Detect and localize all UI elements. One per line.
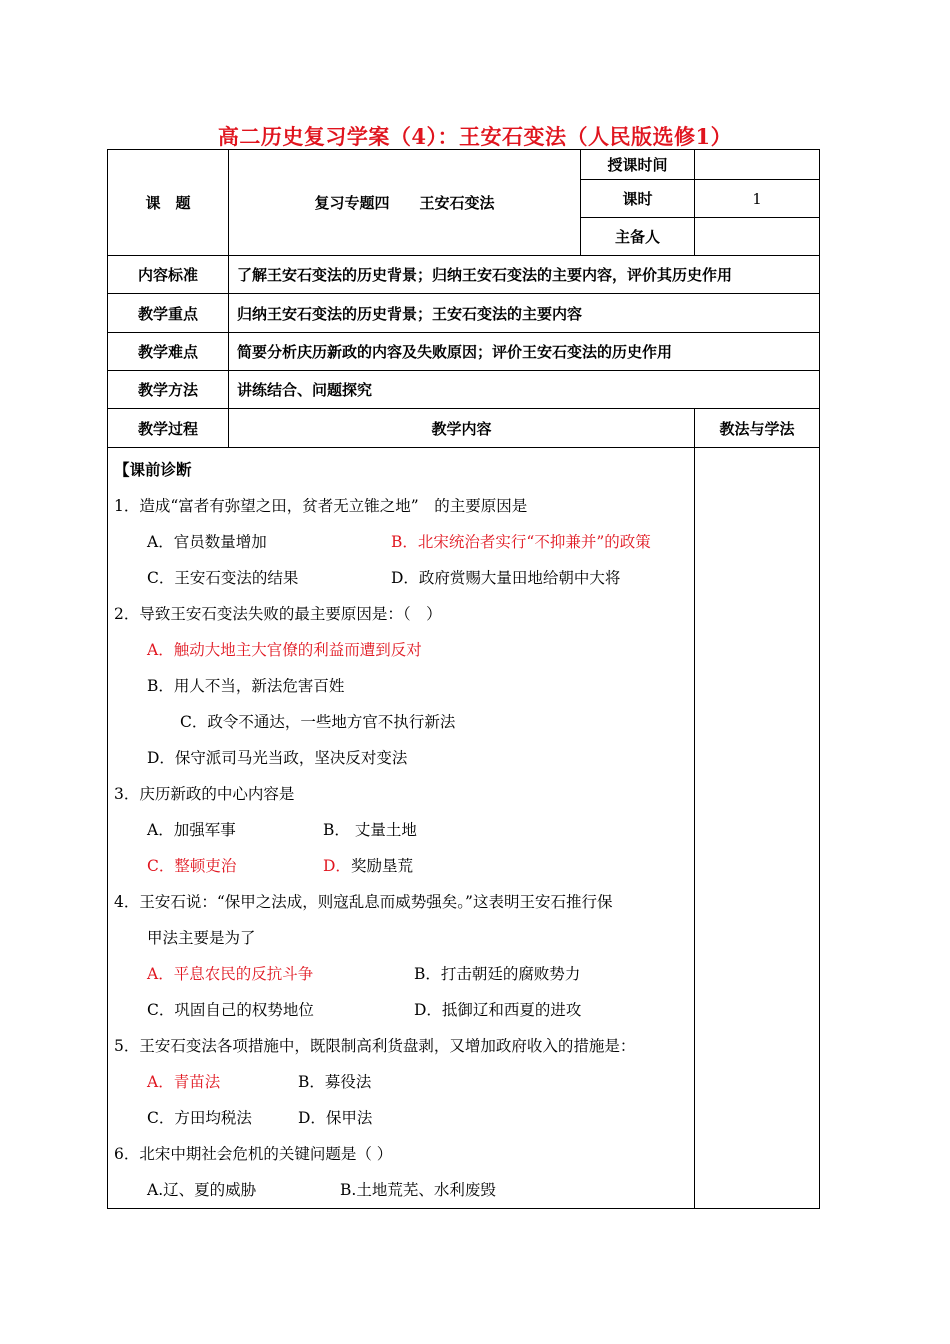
q4-option-b: B．打击朝廷的腐败势力 bbox=[414, 965, 581, 983]
q3-option-c: C．整顿吏治 bbox=[147, 857, 237, 875]
topic-label: 课 题 bbox=[108, 150, 229, 256]
q1-options-cd bbox=[114, 560, 688, 596]
q6-option-b: B.土地荒芜、水利废毁 bbox=[340, 1181, 496, 1199]
content-label: 教学内容 bbox=[229, 409, 695, 448]
difficulty-value: 简要分析庆历新政的内容及失败原因；评价王安石变法的历史作用 bbox=[229, 333, 820, 371]
q5-option-a: A．青苗法 bbox=[147, 1073, 221, 1091]
q3-stem: 3．庆历新政的中心内容是 bbox=[114, 785, 295, 803]
standard-label: 内容标准 bbox=[108, 256, 229, 294]
q4-stem-line2: 甲法主要是为了 bbox=[147, 929, 256, 947]
q3-options-ab bbox=[114, 812, 688, 848]
q6-option-a: A.辽、夏的威胁 bbox=[147, 1181, 257, 1199]
q1-stem: 1．造成“富者有弥望之田，贫者无立锥之地” 的主要原因是 bbox=[114, 497, 528, 515]
q2-stem: 2．导致王安石变法失败的最主要原因是：（ ） bbox=[114, 605, 442, 623]
q3-option-d-letter: D． bbox=[323, 857, 351, 875]
preparer-value bbox=[695, 218, 820, 256]
q1-option-d: D．政府赏赐大量田地给朝中大将 bbox=[391, 569, 621, 587]
q3-option-b: B． 丈量土地 bbox=[323, 821, 417, 839]
process-label: 教学过程 bbox=[108, 409, 229, 448]
q1-option-a: A．官员数量增加 bbox=[147, 533, 267, 551]
q5-option-d: D．保甲法 bbox=[298, 1109, 373, 1127]
q6-options-ab bbox=[114, 1172, 688, 1208]
methods-col-label: 教法与学法 bbox=[695, 409, 820, 448]
difficulty-label: 教学难点 bbox=[108, 333, 229, 371]
period-label: 课时 bbox=[581, 180, 695, 218]
q2-option-b: B．用人不当，新法危害百姓 bbox=[147, 677, 345, 695]
q5-option-b: B．募役法 bbox=[298, 1073, 372, 1091]
section-title: 【课前诊断 bbox=[114, 461, 192, 479]
q4-stem-line1: 4．王安石说：“保甲之法成，则寇乱息而威势强矣。”这表明王安石推行保 bbox=[114, 893, 613, 911]
questions-cell bbox=[108, 448, 695, 1209]
q5-option-c: C．方田均税法 bbox=[147, 1109, 252, 1127]
method-label: 教学方法 bbox=[108, 371, 229, 409]
q2-option-c: C．政令不通达，一些地方官不执行新法 bbox=[180, 713, 456, 731]
document-title: 高二历史复习学案（4）：王安石变法（人民版选修1） bbox=[217, 124, 733, 149]
q3-option-a: A．加强军事 bbox=[147, 821, 236, 839]
q5-stem: 5．王安石变法各项措施中，既限制高利货盘剥，又增加政府收入的措施是： bbox=[114, 1037, 636, 1055]
q5-options-ab bbox=[114, 1064, 688, 1100]
q5-options-cd bbox=[114, 1100, 688, 1136]
period-value: 1 bbox=[695, 180, 820, 218]
q4-options-ab bbox=[114, 956, 688, 992]
topic-value: 复习专题四 王安石变法 bbox=[229, 150, 581, 256]
preparer-label: 主备人 bbox=[581, 218, 695, 256]
q1-option-c: C．王安石变法的结果 bbox=[147, 569, 299, 587]
q4-options-cd bbox=[114, 992, 688, 1028]
q4-option-a: A．平息农民的反抗斗争 bbox=[147, 965, 314, 983]
q4-option-d: D．抵御辽和西夏的进攻 bbox=[414, 1001, 582, 1019]
q3-options-cd bbox=[114, 848, 688, 884]
focus-label: 教学重点 bbox=[108, 294, 229, 333]
q1-option-b: B．北宋统治者实行“不抑兼并”的政策 bbox=[391, 533, 651, 551]
q2-option-d: D．保守派司马光当政，坚决反对变法 bbox=[147, 749, 408, 767]
q2-option-a: A．触动大地主大官僚的利益而遭到反对 bbox=[147, 641, 422, 659]
focus-value: 归纳王安石变法的历史背景；王安石变法的主要内容 bbox=[229, 294, 820, 333]
standard-value: 了解王安石变法的历史背景；归纳王安石变法的主要内容，评价其历史作用 bbox=[229, 256, 820, 294]
q4-option-c: C．巩固自己的权势地位 bbox=[147, 1001, 314, 1019]
time-value bbox=[695, 150, 820, 180]
q3-option-d-text: 奖励垦荒 bbox=[350, 857, 413, 875]
lesson-plan-table bbox=[107, 149, 820, 1209]
q1-options-ab bbox=[114, 524, 688, 560]
methods-cell bbox=[695, 448, 820, 1209]
time-label: 授课时间 bbox=[581, 150, 695, 180]
q6-stem: 6．北宋中期社会危机的关键问题是（ ） bbox=[114, 1145, 393, 1163]
method-value: 讲练结合、问题探究 bbox=[229, 371, 820, 409]
